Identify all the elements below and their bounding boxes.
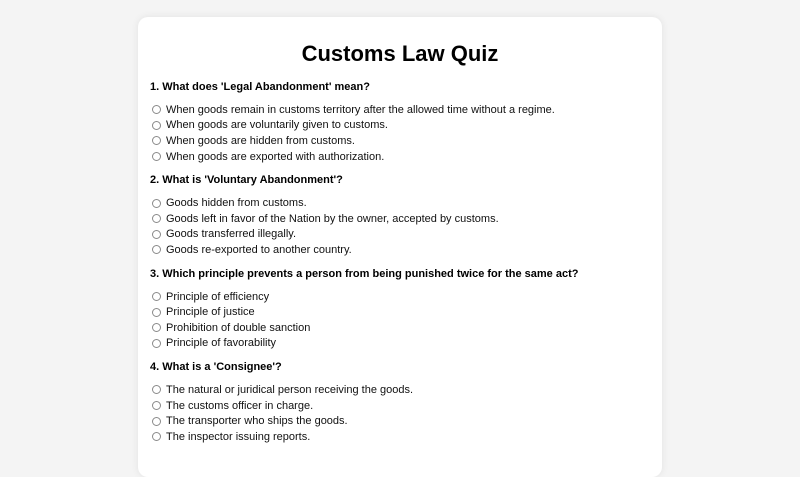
option-4b[interactable]	[150, 398, 650, 414]
option-label: When goods are voluntarily given to customs.	[166, 119, 388, 132]
option-3a[interactable]	[150, 289, 650, 305]
option-4d[interactable]	[150, 429, 650, 445]
question-text: 1. What does 'Legal Abandonment' mean?	[150, 81, 370, 93]
option-1a[interactable]	[150, 102, 650, 118]
option-label: When goods are hidden from customs.	[166, 134, 355, 147]
radio-button[interactable]	[152, 401, 161, 410]
radio-button[interactable]	[152, 417, 161, 426]
option-2a[interactable]	[150, 195, 650, 211]
option-2c[interactable]	[150, 227, 650, 243]
radio-button[interactable]	[152, 152, 161, 161]
option-label: The inspector issuing reports.	[166, 430, 311, 443]
option-label: Principle of efficiency	[166, 290, 270, 303]
question-text: 4. What is a 'Consignee'?	[150, 361, 282, 374]
question-text: 2. What is 'Voluntary Abandonment'?	[150, 174, 343, 187]
option-1b[interactable]	[150, 118, 650, 134]
radio-button[interactable]	[152, 308, 161, 317]
option-label: When goods remain in customs territory after the allowed time without a regime.	[166, 103, 555, 116]
option-4c[interactable]	[150, 413, 650, 429]
radio-button[interactable]	[152, 121, 161, 130]
option-1c[interactable]	[150, 133, 650, 149]
option-3c[interactable]	[150, 320, 650, 336]
option-2b[interactable]	[150, 211, 650, 227]
radio-button[interactable]	[152, 230, 161, 239]
page-title: Customs Law Quiz	[301, 41, 499, 66]
option-label: Goods re-exported to another country.	[166, 243, 352, 256]
radio-button[interactable]	[152, 339, 161, 348]
option-label: Principle of favorability	[166, 337, 277, 350]
option-label: Principle of justice	[166, 306, 255, 319]
radio-button[interactable]	[152, 105, 161, 114]
option-1d[interactable]	[150, 149, 650, 165]
option-label: Goods transferred illegally.	[166, 228, 297, 241]
option-label: The customs officer in charge.	[166, 399, 314, 412]
radio-button[interactable]	[152, 214, 161, 223]
option-3d[interactable]	[150, 336, 650, 352]
radio-button[interactable]	[152, 245, 161, 254]
question-text: 3. Which principle prevents a person from being punished twice for the same act?	[150, 267, 579, 280]
radio-button[interactable]	[152, 136, 161, 145]
question-3	[150, 267, 650, 351]
option-2d[interactable]	[150, 242, 650, 258]
question-4	[150, 360, 650, 444]
option-label: The natural or juridical person receiving the goods.	[166, 383, 414, 396]
radio-button[interactable]	[152, 323, 161, 332]
option-label: Goods hidden from customs.	[166, 197, 307, 210]
option-label: Prohibition of double sanction	[166, 321, 311, 334]
question-2	[150, 173, 650, 257]
radio-button[interactable]	[152, 292, 161, 301]
quiz-card	[138, 17, 662, 477]
option-label: When goods are exported with authorization.	[166, 150, 385, 163]
option-label: The transporter who ships the goods.	[166, 415, 348, 428]
radio-button[interactable]	[152, 432, 161, 441]
option-3b[interactable]	[150, 304, 650, 320]
radio-button[interactable]	[152, 385, 161, 394]
option-4a[interactable]	[150, 382, 650, 398]
question-1	[150, 80, 650, 164]
radio-button[interactable]	[152, 199, 161, 208]
option-label: Goods left in favor of the Nation by the owner, accepted by customs.	[166, 212, 499, 225]
